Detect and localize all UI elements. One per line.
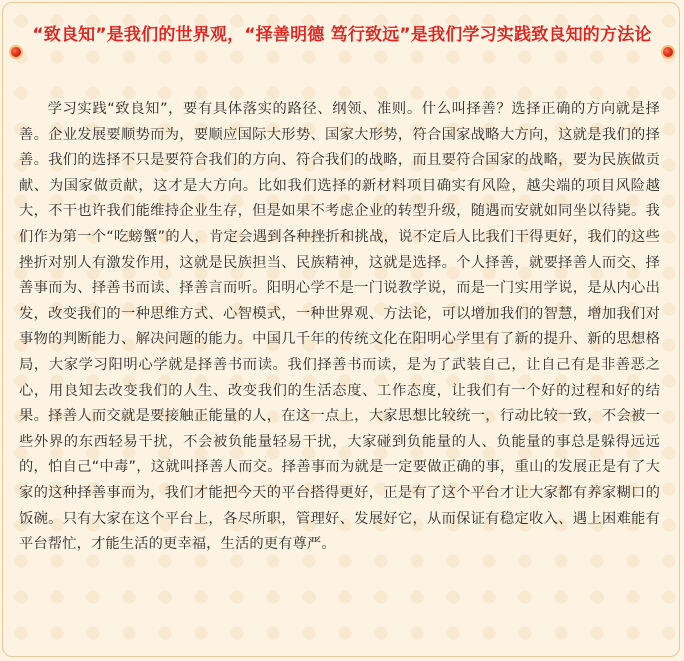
article-body: 学习实践“致良知”，要有具体落实的路径、纲领、准则。什么叫择善？选择正确的方向就是择善。企业发展要顺势而为，要顺应国际大形势、国家大形势，符合国家战略大方向，这就是我们的择善。我们的选择不只是要符合我们的方向、符合我们的战略，而且要符合国家的战略，要为民族做贡献、为国家做贡献，这才是大方向。比如我们选择的新材料项目确实有风险，越尖端的项目风险越大，不干也许我们能维持企业生存，但是如果不考虑企业的转型升级，随遇而安就如同坐以待毙。我们作为第一个“吃螃蟹”的人，肯定会遇到各种挫折和挑战，说不定后人比我们干得更好，我们的这些挫折对别人有激发作用，这就是民族担当、民族精神，这就是选择。个人择善，就要择善人而交、择善事而为、择善书而读、择善言而听。阳明心学不是一门说教学说，而是一门实用学说，是从内心出发，改变我们的一种思维方式、心智模式，一种世界观、方法论，可以增加我们的智慧，增加我们对事物的判断能力、解决问题的能力。中国几千年的传统文化在阳明心学里有了新的提升、新的思想格局，大家学习阳明心学就是择善书而读。我们择善书而读，是为了武装自己，让自己有是非善恶之心，用良知去改变我们的人生、改变我们的生活态度、工作态度，让我们有一个好的过程和好的结果。择善人而交就是要接触正能量的人，在这一点上，大家思想比较统一，行动比较一致，不会被一些外界的东西轻易干扰，不会被负能量轻易干扰，大家碰到负能量的人、负能量的事总是躲得远远的，怕自己“中毒”，这就叫择善人而交。择善事而为就是一定要做正确的事，重山的发展正是有了大家的这种择善事而为，我们才能把今天的平台搭得更好，正是有了这个平台才让大家都有养家糊口的饭碗。只有大家在这个平台上，各尽所职，管理好、发展好它，从而保证有稳定收入、遇上困难能有平台帮忙，才能生活的更幸福，生活的更有尊严。 — [19, 101, 660, 553]
right-red-dot-ornament — [663, 47, 673, 57]
article-title: “致良知”是我们的世界观，“择善明德 笃行致远”是我们学习实践致良知的方法论 — [32, 25, 652, 45]
left-red-dot-ornament — [11, 47, 21, 57]
